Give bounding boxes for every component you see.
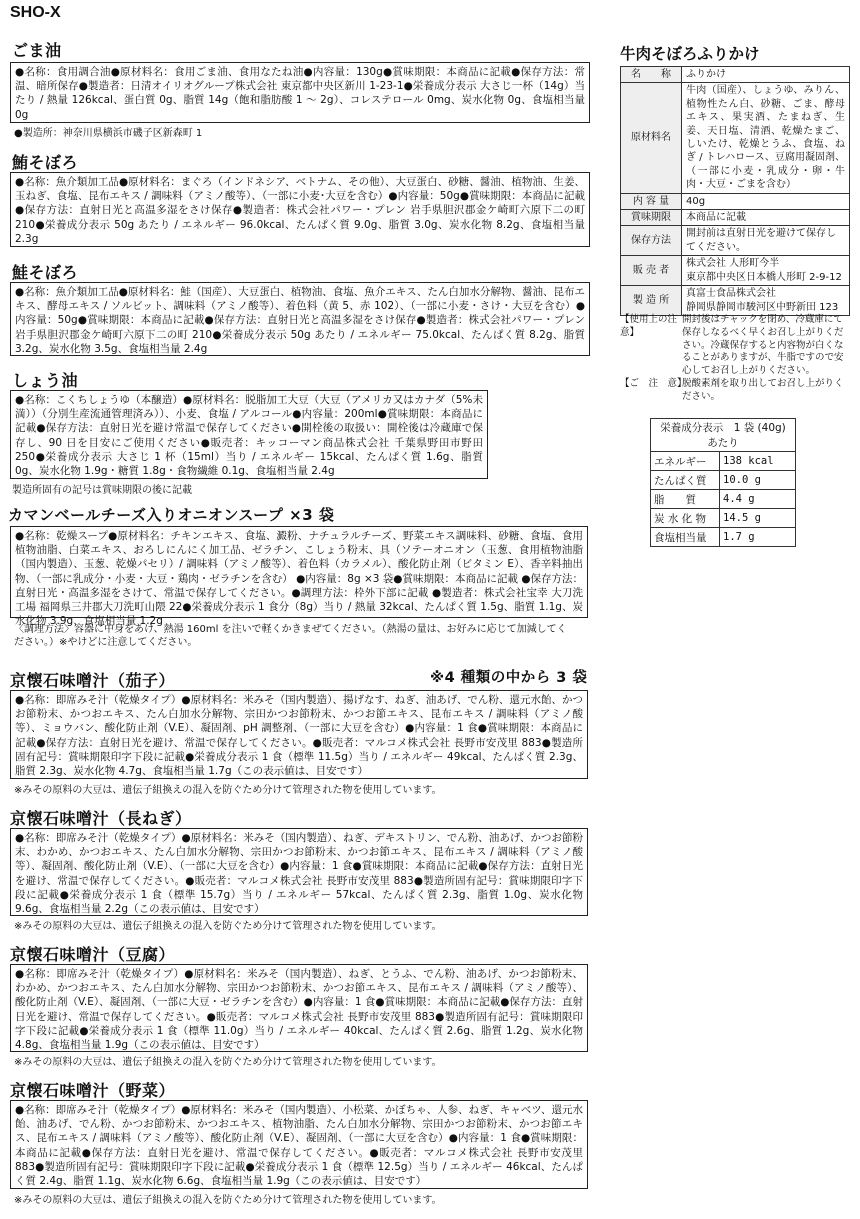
nutrition-value: 1.7 g xyxy=(720,528,796,547)
miso-eggplant-note: ※みその原料の大豆は、遺伝子組換えの混入を防ぐため分けて管理された物を使用しています。 xyxy=(14,785,442,796)
onion-soup-note: 〈調理方法〉容器に中身をあけ、熱湯 160ml を注いで軽くかきまぜてください。（熱湯の量は、お好みに応じて加減してください。）※やけどに注意してください。 xyxy=(14,624,567,648)
spec-key: 原材料名 xyxy=(621,83,682,193)
nutrition-key: エネルギー xyxy=(651,452,720,471)
miso-leek-title: 京懐石味噌汁（長ねぎ） xyxy=(10,809,192,828)
spec-value: ふりかけ xyxy=(682,67,850,83)
miso-vegetable-label: ●名称：即席みそ汁（乾燥タイプ）●原材料名：米みそ（国内製造）、小松菜、かぼちゃ、人参、ねぎ、キャベツ、還元水飴、油あげ、でん粉、かつお節粉末、かつおエキス、植物油脂、たん白加水分解物、宗田かつお節粉末、かつお節エキス、昆布エキス / 調味料（アミノ酸等）、酸化防止剤（V.E）、凝固剤、（一部に大豆を含む）●内容量：1 食●賞味期限：本商品に記載●保存方法：直射日光を避け、常温で保存してください。●販売者：マルコメ株式会社 長野市安茂里 883●製造所固有記号：賞味期限印字下段に記載●栄養成分表示 1 食（標準 12.5g）当り / エネルギー 46kcal、たんぱく質 2.4g、脂質 1.1g、炭水化物 6.6g、食塩相当量 1.9g（この表示値は、目安です） xyxy=(10,1100,588,1189)
spec-value: 40g xyxy=(682,193,850,209)
spec-key: 保存方法 xyxy=(621,226,682,256)
furikake-usage xyxy=(620,314,852,378)
nutrition-value: 138 kcal xyxy=(720,452,796,471)
sesame-oil-label: ●名称：食用調合油●原材料名：食用ごま油、食用なたね油●内容量：130g●賞味期限：本商品に記載●保存方法：常温、暗所保存●製造者：日清オイリオグループ株式会社 東京都中央区新川 1-23-1●栄養成分表示 大さじ一杯（14g）当たり / 熱量 126kcal、蛋白質 0g、脂質 14g（飽和脂肪酸 1 〜 2g）、コレステロール 0mg、炭水化物 0g、食塩相当量 0g xyxy=(10,62,590,123)
spec-key: 名 称 xyxy=(621,67,682,83)
nutrition-row xyxy=(651,471,796,490)
miso-leek-note: ※みその原料の大豆は、遺伝子組換えの混入を防ぐため分けて管理された物を使用しています。 xyxy=(14,921,442,932)
nutrition-key: たんぱく質 xyxy=(651,471,720,490)
soy-sauce-label: ●名称：こくちしょうゆ（本醸造）●原材料名：脱脂加工大豆（大豆（アメリカ又はカナダ（5%未満））（分別生産流通管理済み））、小麦、食塩 / アルコール●内容量：200ml●賞味期限：本商品に記載●保存方法：直射日光を避け常温で保存してください●開栓後の取扱い：開栓後は冷蔵庫で保存し、90 日を目安にご使用ください●販売者：キッコーマン商品株式会社 千葉県野田市野田 250●栄養成分表示 大さじ 1 杯（15ml）当り / エネルギー 15kcal、たんぱく質 1.6g、脂質 0g、炭水化物 1.9g・糖質 1.8g・食物繊維 0.1g、食塩相当量 2.4g xyxy=(10,390,488,479)
miso-selection-note: ※4 種類の中から 3 袋 xyxy=(430,670,588,686)
furikake-title: 牛肉そぼろふりかけ xyxy=(620,45,760,63)
caution-label: 【ご 注 意】 xyxy=(620,378,687,389)
spec-key: 賞味期限 xyxy=(621,210,682,226)
spec-row xyxy=(621,83,850,193)
nutrition-row xyxy=(651,452,796,471)
spec-row xyxy=(621,226,850,256)
miso-leek-label: ●名称：即席みそ汁（乾燥タイプ）●原材料名：米みそ（国内製造）、ねぎ、デキストリン、でん粉、油あげ、かつお節粉末、わかめ、かつおエキス、たん白加水分解物、宗田かつお節粉末、かつお節エキス、昆布エキス / 調味料（アミノ酸等）、凝固剤、酸化防止剤（V.E）、（一部に大豆を含む）●内容量：1 食●賞味期限：本商品に記載●保存方法：直射日光を避け、常温で保存してください。●販売者：マルコメ株式会社 長野市安茂里 883●製造所固有記号：賞味期限印字下段に記載●栄養成分表示 1 食（標準 15.7g）当り / エネルギー 57kcal、たんぱく質 2.3g、脂質 1.0g、炭水化物 9.6g、食塩相当量 2.2g（この表示値は、目安です） xyxy=(10,828,588,916)
miso-eggplant-label: ●名称：即席みそ汁（乾燥タイプ）●原材料名：米みそ（国内製造）、揚げなす、ねぎ、油あげ、でん粉、還元水飴、かつお節粉末、かつおエキス、たん白加水分解物、宗田かつお節粉末、かつお節エキス、昆布エキス / 調味料（アミノ酸等）、ミョウバン、酸化防止剤（V.E）、凝固剤、pH 調整剤、（一部に大豆を含む）●内容量：1 食●賞味期限：本商品に記載●保存方法：直射日光を避け、常温で保存してください。●販売者：マルコメ株式会社 長野市安茂里 883●製造所固有記号：賞味期限印字下段に記載●栄養成分表示 1 食（標準 11.5g）当り / エネルギー 49kcal、たんぱく質 2.3g、脂質 2.3g、炭水化物 4.7g、食塩相当量 1.7g（この表示値は、目安です） xyxy=(10,690,588,779)
nutrition-header: 栄養成分表示 1 袋 (40g) あたり xyxy=(651,419,796,452)
soy-sauce-title: しょう油 xyxy=(12,371,79,390)
tuna-soboro-label: ●名称：魚介類加工品●原材料名：まぐろ（インドネシア、ベトナム、その他）、大豆蛋白、砂糖、醤油、植物油、生姜、玉ねぎ、食塩、昆布エキス / 調味料（アミノ酸等）、（一部に小麦･大豆を含む）●内容量：50g●賞味期限：本商品に記載●保存方法：直射日光と高温多湿をさけ保存●製造者：株式会社パワー・プレン 岩手県胆沢郡金ケ崎町六原下二の町 210●栄養成分表示 50g あたり / エネルギー 96.0kcal、たんぱく質 9.0g、脂質 3.0g、炭水化物 8.2g、食塩相当量 2.3g xyxy=(10,172,590,247)
furikake-nutrition-table xyxy=(650,418,796,547)
onion-soup-title: カマンベールチーズ入りオニオンスープ ×3 袋 xyxy=(8,506,335,524)
nutrition-row xyxy=(651,528,796,547)
miso-tofu-note: ※みその原料の大豆は、遺伝子組換えの混入を防ぐため分けて管理された物を使用しています。 xyxy=(14,1057,442,1068)
salmon-soboro-title: 鮭そぼろ xyxy=(12,263,79,282)
miso-eggplant-title: 京懐石味噌汁（茄子） xyxy=(10,671,176,690)
usage-label: 【使用上の注意】 xyxy=(620,314,678,338)
spec-row xyxy=(621,210,850,226)
miso-vegetable-title: 京懐石味噌汁（野菜） xyxy=(10,1081,176,1100)
spec-row xyxy=(621,67,850,83)
salmon-soboro-label: ●名称：魚介類加工品●原材料名：鮭（国産）、大豆蛋白、植物油、食塩、魚介エキス、たん白加水分解物、醤油、昆布エキス、酵母エキス / ソルビット、調味料（アミノ酸等）、着色料（黄 5、赤 102）、（一部に小麦・さけ・大豆を含む）●内容量：50g●賞味期限：本商品に記載●保存方法：直射日光と高温多湿をさけ保存●製造者：株式会社パワー・プレン 岩手県胆沢郡金ケ崎町六原下二の町 210●栄養成分表示 50g あたり / エネルギー 75.0kcal、たんぱく質 8.2g、脂質 3.2g、炭水化物 3.5g、食塩相当量 2.4g xyxy=(10,282,590,356)
spec-row xyxy=(621,193,850,209)
spec-value: 株式会社 人形町今半 東京都中央区日本橋人形町 2-9-12 xyxy=(682,256,850,286)
nutrition-key: 脂 質 xyxy=(651,490,720,509)
furikake-caution xyxy=(620,378,852,404)
soy-sauce-note: 製造所固有の記号は賞味期限の後に記載 xyxy=(12,485,192,496)
product-code: SHO-X xyxy=(10,4,61,21)
spec-row xyxy=(621,256,850,286)
miso-tofu-label: ●名称：即席みそ汁（乾燥タイプ）●原材料名：米みそ（国内製造）、ねぎ、とうふ、でん粉、油あげ、かつお節粉末、わかめ、かつおエキス、たん白加水分解物、宗田かつお節粉末、かつお節エキス、昆布エキス / 調味料（アミノ酸等）、酸化防止剤（V.E）、凝固剤、（一部に大豆・ゼラチンを含む）●内容量：1 食●賞味期限：本商品に記載●保存方法：直射日光を避け、常温で保存してください。●販売者：マルコメ株式会社 長野市安茂里 883●製造所固有記号：賞味期限印字下段に記載●栄養成分表示 1 食（標準 11.0g）当り / エネルギー 40kcal、たんぱく質 2.6g、脂質 1.2g、炭水化物 4.8g、食塩相当量 1.9g（この表示値は、目安です） xyxy=(10,964,588,1052)
spec-value: 真富士食品株式会社 静岡県静岡市駿河区中野新田 123 xyxy=(682,286,850,316)
caution-text: 脱酸素剤を取り出してお召し上がりください。 xyxy=(682,378,844,402)
nutrition-key: 炭 水 化 物 xyxy=(651,509,720,528)
usage-text: 開封後はチャックを閉め、冷蔵庫にて保存しなるべく早くお召し上がりください。冷蔵保存すると内容物が白くなることがありますが、牛脂ですので安心してお召し上がりください。 xyxy=(682,314,844,377)
miso-tofu-title: 京懐石味噌汁（豆腐） xyxy=(10,945,176,964)
nutrition-row xyxy=(651,490,796,509)
spec-value: 牛肉（国産）、しょうゆ、みりん、植物性たん白、砂糖、ごま、酵母エキス、果実酒、たまねぎ、生姜、天日塩、清酒、乾燥たまご、しいたけ、乾燥とうふ、食塩、ねぎ / トレハロース、豆腐用凝固剤、（一部に小麦・乳成分・卵・牛肉・大豆・ごまを含む） xyxy=(682,83,850,193)
nutrition-value: 10.0 g xyxy=(720,471,796,490)
tuna-soboro-title: 鮪そぼろ xyxy=(12,153,79,172)
nutrition-value: 14.5 g xyxy=(720,509,796,528)
spec-key: 内 容 量 xyxy=(621,193,682,209)
spec-value: 開封前は直射日光を避けて保存してください。 xyxy=(682,226,850,256)
nutrition-row xyxy=(651,509,796,528)
sesame-oil-note: ●製造所：神奈川県横浜市磯子区新森町 1 xyxy=(14,128,203,139)
nutrition-value: 4.4 g xyxy=(720,490,796,509)
spec-value: 本商品に記載 xyxy=(682,210,850,226)
spec-key: 販 売 者 xyxy=(621,256,682,286)
spec-key: 製 造 所 xyxy=(621,286,682,316)
miso-vegetable-note: ※みその原料の大豆は、遺伝子組換えの混入を防ぐため分けて管理された物を使用しています。 xyxy=(14,1195,442,1206)
nutrition-key: 食塩相当量 xyxy=(651,528,720,547)
spec-row xyxy=(621,286,850,316)
onion-soup-label: ●名称：乾燥スープ●原材料名：チキンエキス、食塩、澱粉、ナチュラルチーズ、野菜エキス調味料、砂糖、食塩、食用植物油脂、白菜エキス、おろしにんにく加工品、ゼラチン、こしょう粉末、具（ソテーオニオン（玉葱、食用植物油脂（国内製造）、玉葱、乾燥パセリ）/ 調味料（アミノ酸等）、着色料（カラメル）、酸化防止剤（ビタミン E）、香辛料抽出物、（一部に乳成分・小麦・大豆・鶏肉・ゼラチンを含む） ●内容量：8g ×3 袋●賞味期限：本商品に記載 ●保存方法：直射日光・高温多湿をさけて、常温で保存してください。●調理方法：枠外下部に記載 ●製造者：株式会社宝幸 大刀洗工場 福岡県三井郡大刀洗町山隈 22●栄養成分表示 1 食分（8g）当り / 熱量 32kcal、たんぱく質 1.5g、脂質 1.1g、炭水化物 3.9g、食塩相当量 1.2g xyxy=(10,526,588,618)
sesame-oil-title: ごま油 xyxy=(12,41,62,60)
furikake-spec-table xyxy=(620,66,850,316)
